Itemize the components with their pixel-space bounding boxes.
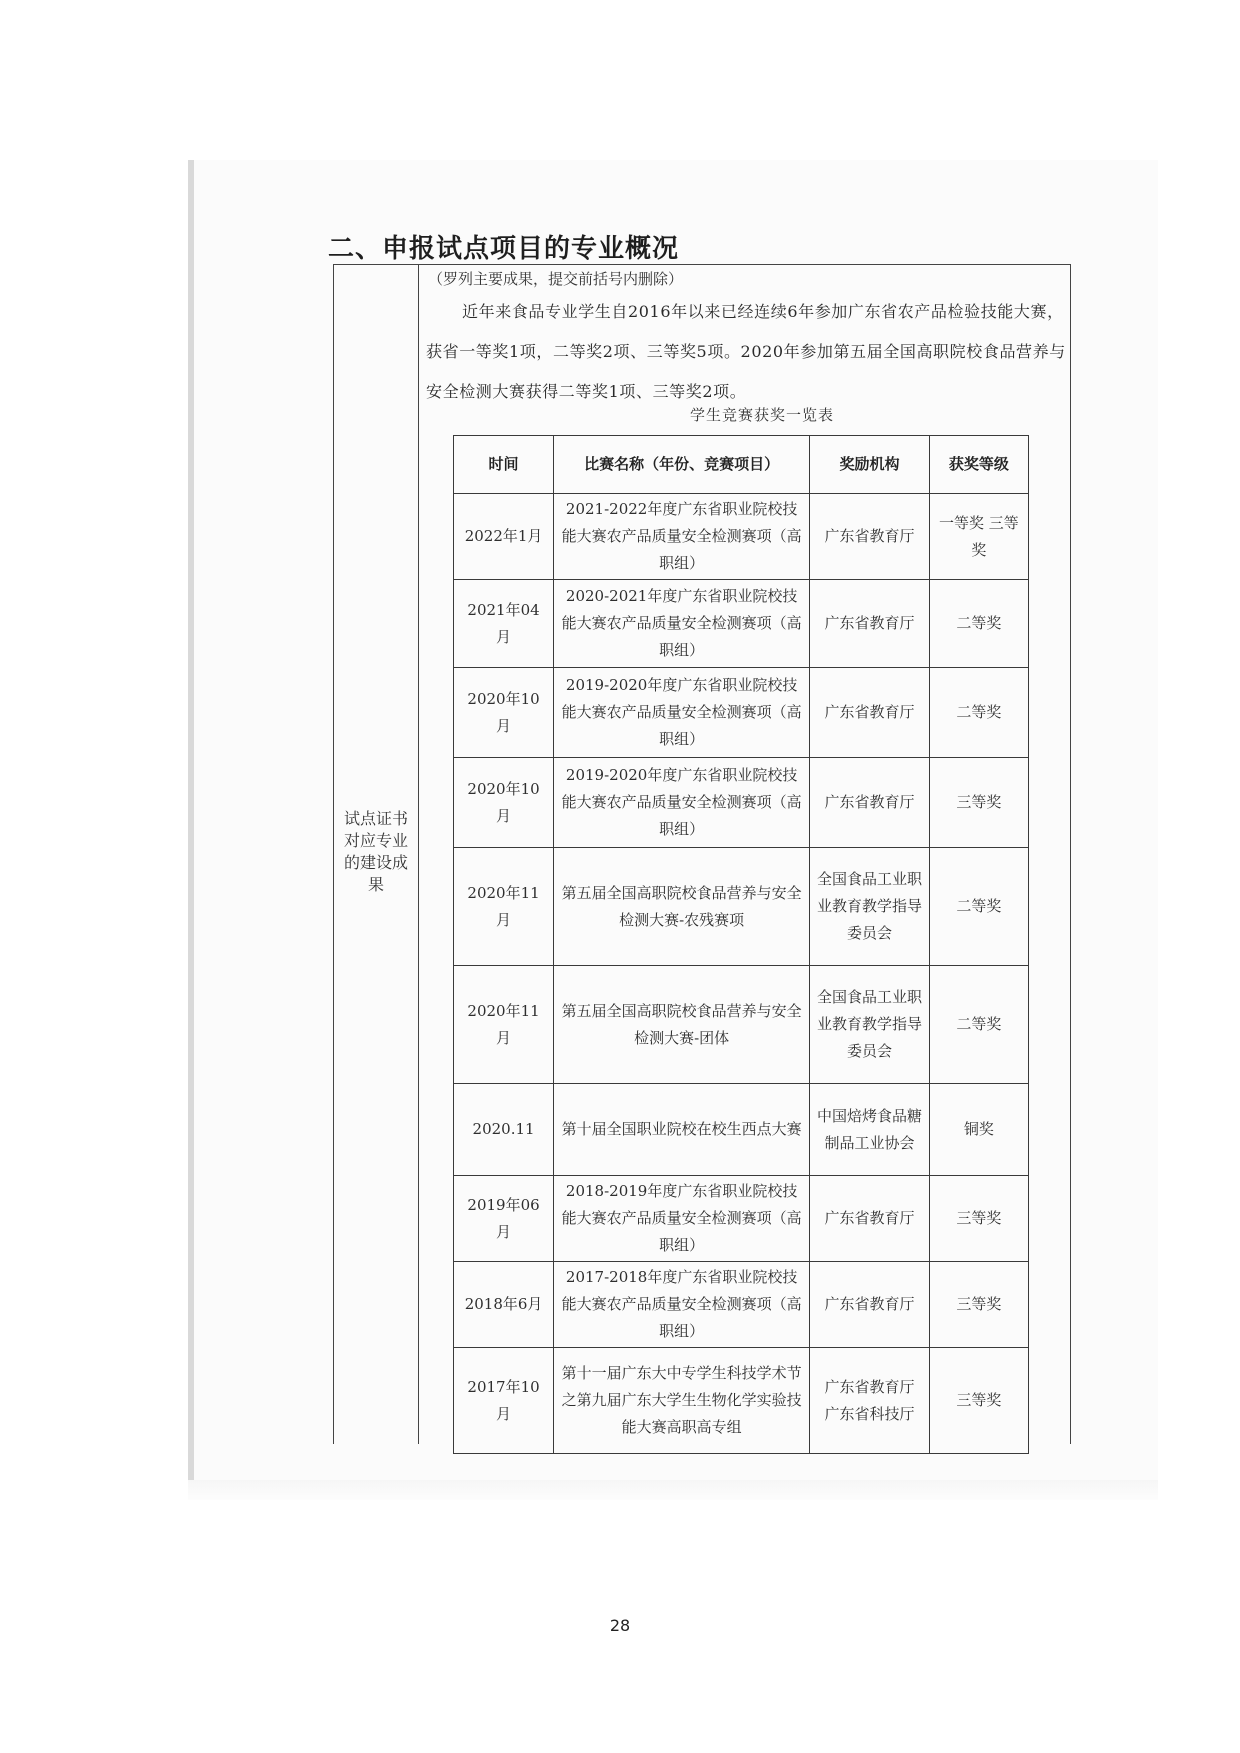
cell-competition: 第十一届广东大中专学生科技学术节之第九届广东大学生生物化学实验技能大赛高职高专组 xyxy=(554,1348,810,1454)
cell-organizer: 全国食品工业职业教育教学指导委员会 xyxy=(810,848,930,966)
cell-time: 2022年1月 xyxy=(454,494,554,580)
cell-time: 2020年11月 xyxy=(454,848,554,966)
cell-organizer: 广东省教育厅 xyxy=(810,1262,930,1348)
cell-time: 2017年10月 xyxy=(454,1348,554,1454)
awards-table xyxy=(453,435,1029,1454)
cell-time: 2020年10月 xyxy=(454,758,554,848)
cell-award: 三等奖 xyxy=(929,1262,1028,1348)
table-row xyxy=(454,1348,1029,1454)
table-row xyxy=(454,1176,1029,1262)
table-row xyxy=(454,668,1029,758)
table-row xyxy=(454,758,1029,848)
cell-time: 2020.11 xyxy=(454,1084,554,1176)
cell-organizer: 全国食品工业职业教育教学指导委员会 xyxy=(810,966,930,1084)
cell-award: 二等奖 xyxy=(929,580,1028,668)
cell-time: 2020年11月 xyxy=(454,966,554,1084)
header-competition: 比赛名称（年份、竞赛项目） xyxy=(554,436,810,494)
cell-time: 2019年06月 xyxy=(454,1176,554,1262)
cell-competition: 2021-2022年度广东省职业院校技能大赛农产品质量安全检测赛项（高职组） xyxy=(554,494,810,580)
cell-organizer: 广东省教育厅 xyxy=(810,668,930,758)
cell-time: 2018年6月 xyxy=(454,1262,554,1348)
cell-time: 2020年10月 xyxy=(454,668,554,758)
cell-award: 铜奖 xyxy=(929,1084,1028,1176)
cell-competition: 2020-2021年度广东省职业院校技能大赛农产品质量安全检测赛项（高职组） xyxy=(554,580,810,668)
cell-competition: 2019-2020年度广东省职业院校技能大赛农产品质量安全检测赛项（高职组） xyxy=(554,668,810,758)
header-time: 时间 xyxy=(454,436,554,494)
form-border-right xyxy=(1070,264,1071,1444)
section-heading: 二、申报试点项目的专业概况 xyxy=(328,234,680,264)
header-award-level: 获奖等级 xyxy=(929,436,1028,494)
cell-time: 2021年04月 xyxy=(454,580,554,668)
table-caption: 学生竞赛获奖一览表 xyxy=(690,406,835,424)
cell-award: 二等奖 xyxy=(929,966,1028,1084)
page-number: 28 xyxy=(609,1616,631,1635)
table-row xyxy=(454,1262,1029,1348)
table-header-row xyxy=(454,436,1029,494)
cell-award: 三等奖 xyxy=(929,1176,1028,1262)
scan-edge xyxy=(188,1480,1158,1500)
cell-award: 三等奖 xyxy=(929,758,1028,848)
cell-competition: 第十届全国职业院校在校生西点大赛 xyxy=(554,1084,810,1176)
cell-organizer: 广东省教育厅 广东省科技厅 xyxy=(810,1348,930,1454)
table-row xyxy=(454,966,1029,1084)
table-row xyxy=(454,494,1029,580)
cell-award: 二等奖 xyxy=(929,848,1028,966)
table-row xyxy=(454,848,1029,966)
cell-competition: 第五届全国高职院校食品营养与安全检测大赛-农残赛项 xyxy=(554,848,810,966)
cell-competition: 第五届全国高职院校食品营养与安全检测大赛-团体 xyxy=(554,966,810,1084)
cell-competition: 2019-2020年度广东省职业院校技能大赛农产品质量安全检测赛项（高职组） xyxy=(554,758,810,848)
cell-competition: 2017-2018年度广东省职业院校技能大赛农产品质量安全检测赛项（高职组） xyxy=(554,1262,810,1348)
form-border-top xyxy=(333,264,1071,265)
form-border-divider xyxy=(418,264,419,1444)
cell-award: 二等奖 xyxy=(929,668,1028,758)
cell-organizer: 广东省教育厅 xyxy=(810,494,930,580)
table-row xyxy=(454,1084,1029,1176)
cell-competition: 2018-2019年度广东省职业院校技能大赛农产品质量安全检测赛项（高职组） xyxy=(554,1176,810,1262)
cell-organizer: 中国焙烤食品糖制品工业协会 xyxy=(810,1084,930,1176)
instruction-note: （罗列主要成果，提交前括号内删除） xyxy=(428,270,684,288)
cell-award: 三等奖 xyxy=(929,1348,1028,1454)
cell-organizer: 广东省教育厅 xyxy=(810,580,930,668)
table-row xyxy=(454,580,1029,668)
row-label: 试点证书对应专业的建设成果 xyxy=(343,809,408,894)
header-organizer: 奖励机构 xyxy=(810,436,930,494)
form-border-left xyxy=(333,264,334,1444)
summary-paragraph: 近年来食品专业学生自2016年以来已经连续6年参加广东省农产品检验技能大赛，获省一等奖1项，二等奖2项、三等奖5项。2020年参加第五届全国高职院校食品营养与安全检测大赛获得二等奖1项、三等奖2项。 xyxy=(426,302,1066,401)
cell-award: 一等奖 三等奖 xyxy=(929,494,1028,580)
cell-organizer: 广东省教育厅 xyxy=(810,1176,930,1262)
cell-organizer: 广东省教育厅 xyxy=(810,758,930,848)
